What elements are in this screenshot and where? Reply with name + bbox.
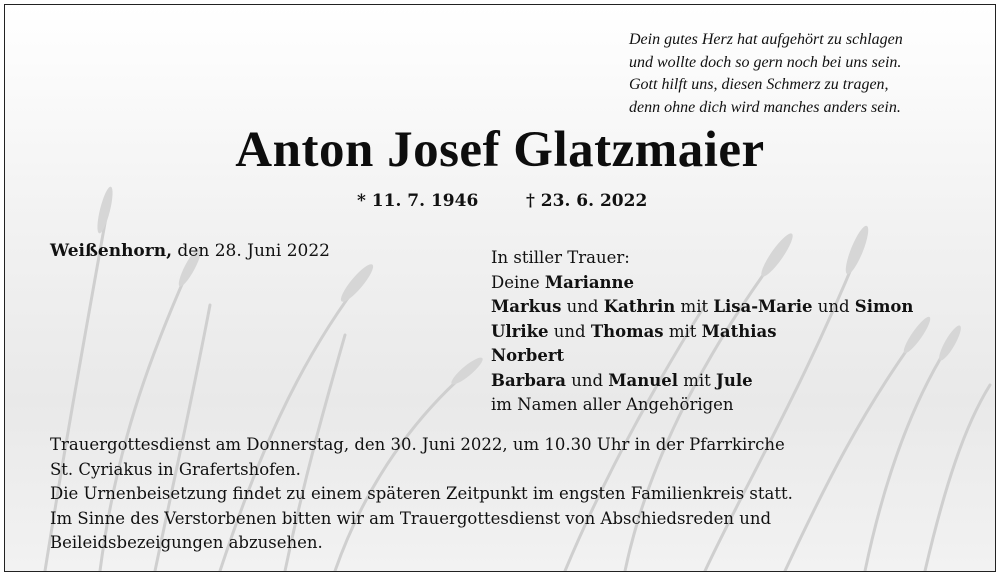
mourner-line: Barbara und Manuel mit Jule: [491, 370, 753, 390]
poem: [629, 29, 903, 119]
place-and-date: [50, 241, 330, 261]
poem-line: und wollte doch so gern noch bei uns sein.: [629, 53, 902, 71]
place-town: Weißenhorn,: [50, 241, 173, 261]
info-line: Beileidsbezeigungen abzusehen.: [50, 533, 323, 552]
place-date: den 28. Juni 2022: [172, 241, 330, 261]
mourner-line: Norbert: [491, 346, 565, 365]
mourners-intro: In stiller Trauer:: [491, 248, 630, 267]
mourner-line: Ulrike und Thomas mit Mathias: [491, 321, 777, 341]
birth-date: * 11. 7. 1946: [357, 191, 479, 211]
info-line: Im Sinne des Verstorbenen bitten wir am Trauergottesdienst von Abschiedsreden und: [50, 508, 772, 528]
deceased-name: Anton Josef Glatzmaier: [235, 122, 765, 178]
mourner-line: Markus und Kathrin mit Lisa-Marie und Simon: [491, 297, 914, 316]
mourners-closing: im Namen aller Angehörigen: [491, 395, 734, 414]
info-line: Die Urnenbeisetzung findet zu einem späteren Zeitpunkt im engsten Familienkreis statt.: [50, 484, 793, 503]
poem-line: Gott hilft uns, diesen Schmerz zu tragen,: [629, 76, 889, 93]
service-information: [50, 433, 793, 556]
info-line: St. Cyriakus in Grafertshofen.: [50, 459, 301, 479]
obituary-notice: [4, 4, 996, 572]
mourner-line: Deine Marianne: [491, 272, 635, 292]
poem-line: denn ohne dich wird manches anders sein.: [629, 98, 901, 116]
mourners-list: [491, 246, 913, 418]
info-line: Trauergottesdienst am Donnerstag, den 30. Juni 2022, um 10.30 Uhr in der Pfarrkirche: [50, 435, 785, 454]
death-date: † 23. 6. 2022: [526, 191, 648, 211]
poem-line: Dein gutes Herz hat aufgehört zu schlagen: [629, 31, 903, 48]
